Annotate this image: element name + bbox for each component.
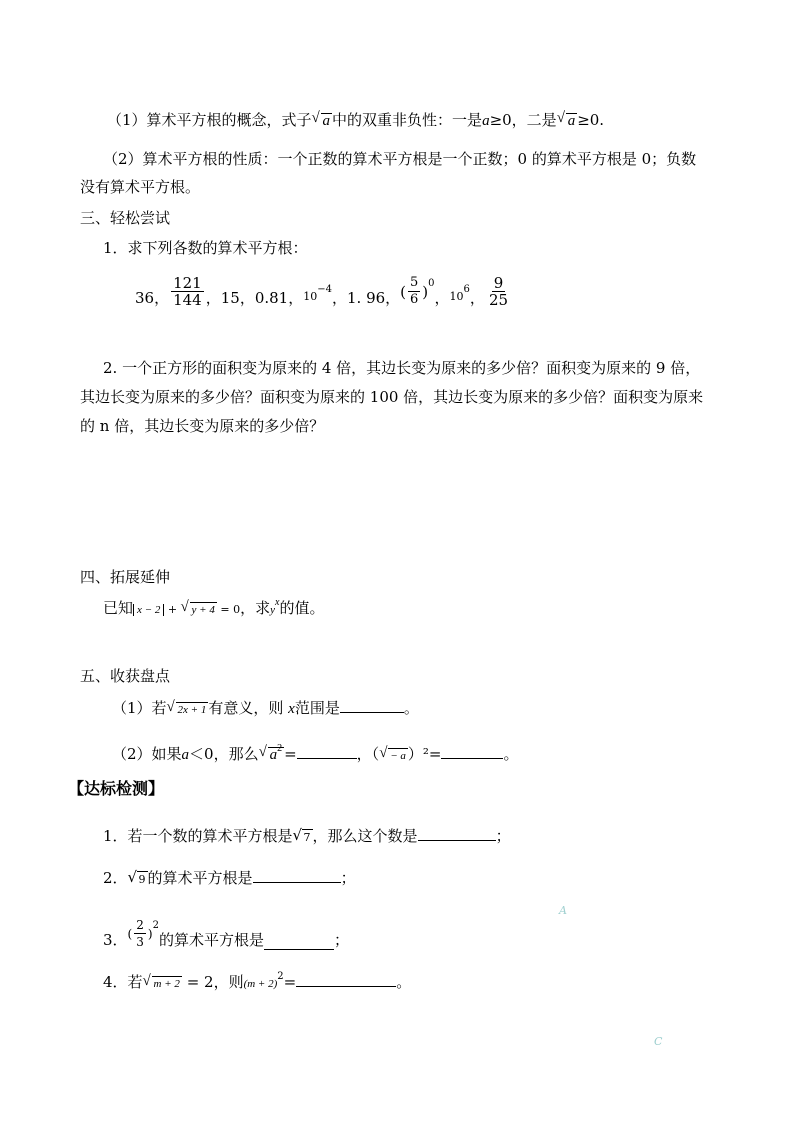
answer-blank-5-2a[interactable] [297,744,357,759]
section-4-problem: 已知 x − 2 + √ y + 4 = 0，求$y^x$的值。 [103,598,324,621]
fraction-9-25: $\frac{9}{25}$ [488,274,509,309]
sqrt-y-plus-4: √ y + 4 [181,600,217,620]
section-3-q1-number-list: 36， $\frac{121}{144}$ ，15，0.81， 10−4 ，1. 96， ( $\frac{5}{6}$ ) 0 ， 106 ， $\frac{9}{25}$ [135,274,509,309]
section-5-item-2: （2）如果a＜0，那么√ $a^2$ = ，（√ − a ）²= 。 [112,744,518,766]
fraction-121-144: $\frac{121}{144}$ [173,274,202,309]
fraction-5-6-power: ( $\frac{5}{6}$ ) 0 [400,275,435,307]
answer-blank-6-4[interactable] [296,972,396,987]
answer-blank-5-1[interactable] [340,698,404,713]
faint-mark-c: C [654,1035,663,1048]
fraction-2-3-power: ( $\frac{2}{3}$ ) 2 [127,918,159,949]
section-5-item-1: （1）若√ 2x + 1 有意义，则 x范围是 。 [112,698,419,720]
abs-expression: x − 2 [133,604,164,616]
review-item-1: （1）算术平方根的概念，式子√ a 中的双重非负性：一是a≥0，二是√ a ≥0. [107,110,604,131]
check-q3: 3． ( $\frac{2}{3}$ ) 2 的算术平方根是 ； [103,918,349,949]
check-q2: 2．√ 9 的算术平方根是 ； [103,868,356,890]
sqrt-a-squared: √ $a^2$ [259,745,285,765]
section-6-title: 【达标检测】 [68,779,165,798]
check-q1: 1．若一个数的算术平方根是√ 7 ，那么这个数是 ； [103,826,511,848]
section-3-q2-line-2: 其边长变为原来的多少倍？面积变为原来的 100 倍，其边长变为原来的多少倍？面积变为原来 [80,388,704,406]
review-item-2-line-1: （2）算术平方根的性质：一个正数的算术平方根是一个正数；0 的算术平方根是 0；负数 [103,150,697,168]
faint-mark-a: A [559,904,567,917]
answer-blank-6-3[interactable] [264,935,334,950]
check-q4: 4．若√ m + 2 = 2，则$(m + 2)^2=$ 。 [103,972,411,995]
sqrt-a-1: √ a [312,111,333,131]
review-item-2-line-2: 没有算术平方根。 [80,178,201,196]
answer-blank-5-2b[interactable] [441,744,503,759]
sqrt-neg-a: √ − a [379,746,408,766]
answer-blank-6-2[interactable] [253,868,341,883]
section-5-title: 五、收获盘点 [80,667,171,685]
section-3-q1: 1．求下列各数的算术平方根： [103,239,308,257]
section-3-title: 三、轻松尝试 [80,209,171,227]
section-3-q2-line-3: 的 n 倍，其边长变为原来的多少倍？ [80,417,325,435]
var-a: a [482,113,490,129]
answer-blank-6-1[interactable] [418,826,496,841]
sqrt-a-2: √ a [557,111,578,131]
sqrt-9: √ 9 [128,870,148,890]
sqrt-2x-plus-1: √ 2x + 1 [167,700,209,720]
sqrt-7: √ 7 [293,828,313,848]
review-item-1-text: （1）算术平方根的概念，式子 [107,111,312,129]
section-4-title: 四、拓展延伸 [80,568,171,586]
section-3-q2-line-1: 2. 一个正方形的面积变为原来的 4 倍，其边长变为原来的多少倍？面积变为原来的 9 倍， [103,359,701,377]
sqrt-m-plus-2: √ m + 2 [143,974,182,994]
